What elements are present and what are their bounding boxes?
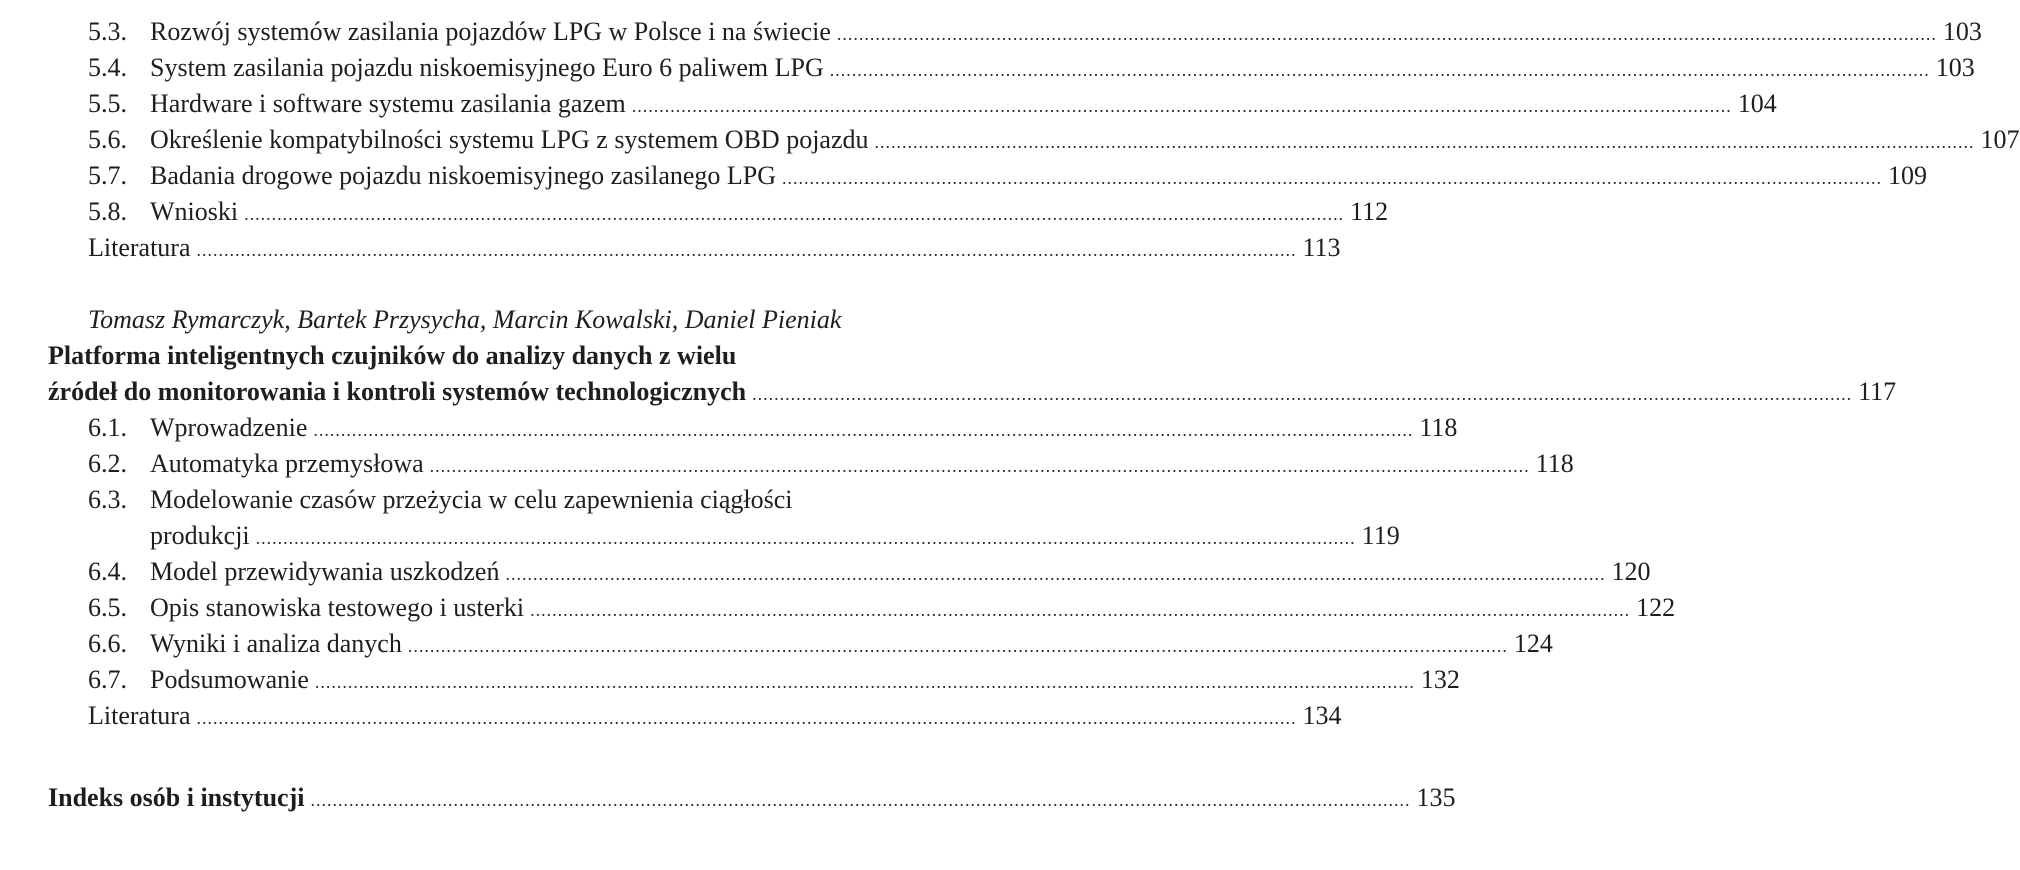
toc-leader-dots: ........................................................................................................................................................................................................ (255, 528, 1356, 548)
toc-entry-title: Wprowadzenie (150, 413, 308, 442)
toc-entry-5-8[interactable] (88, 194, 1389, 230)
toc-entry-title: Indeks osób i instytucji (48, 783, 305, 812)
toc-entry-6-7[interactable] (88, 662, 1460, 698)
toc-entry-page: 113 (1302, 233, 1341, 262)
toc-entry-page: 120 (1611, 557, 1651, 586)
toc-leader-dots: ........................................................................................................................................................................................................ (836, 24, 1937, 44)
toc-entry-literature-5[interactable] (88, 230, 1341, 266)
chapter-title: Platforma inteligentnych czujników do analizy danych z wielu (48, 341, 737, 370)
toc-entry-page: 107 (1980, 125, 2020, 154)
toc-entry-title: Wyniki i analiza danych (150, 629, 402, 658)
toc-entry-6-3[interactable] (88, 482, 798, 518)
toc-entry-page: 103 (1942, 17, 1982, 46)
toc-leader-dots: ........................................................................................................................................................................................................ (782, 168, 1883, 188)
toc-entry-number: 5.7. (88, 161, 127, 190)
toc-entry-6-6[interactable] (88, 626, 1553, 662)
toc-entry-title: Automatyka przemysłowa (150, 449, 424, 478)
toc-entry-6-4[interactable] (88, 554, 1651, 590)
toc-entry-page: 119 (1361, 521, 1400, 550)
toc-entry-number: 5.4. (88, 53, 127, 82)
toc-entry-page: 118 (1535, 449, 1574, 478)
toc-entry-5-5[interactable] (88, 86, 1777, 122)
toc-entry-title: Modelowanie czasów przeżycia w celu zapewnienia ciągłości (150, 485, 793, 514)
toc-entry-number: 5.8. (88, 197, 127, 226)
toc-entry-6-1[interactable] (88, 410, 1458, 446)
toc-entry-title-continued: produkcji (150, 521, 250, 550)
toc-entry-title: Wnioski (150, 197, 239, 226)
toc-entry-literature-6[interactable] (88, 698, 1342, 734)
toc-entry-title: Model przewidywania uszkodzeń (150, 557, 500, 586)
toc-entry-title: Podsumowanie (150, 665, 309, 694)
toc-leader-dots: ........................................................................................................................................................................................................ (310, 790, 1411, 810)
toc-entry-number: 6.5. (88, 593, 127, 622)
toc-entry-page: 134 (1302, 701, 1342, 730)
toc-leader-dots: ........................................................................................................................................................................................................ (874, 132, 1975, 152)
toc-leader-dots: ........................................................................................................................................................................................................ (313, 420, 1414, 440)
toc-leader-dots: ........................................................................................................................................................................................................ (631, 96, 1732, 116)
toc-leader-dots: ........................................................................................................................................................................................................ (244, 204, 1345, 224)
toc-entry-6-2[interactable] (88, 446, 1574, 482)
toc-entry-index[interactable] (48, 780, 1456, 816)
toc-leader-dots: ........................................................................................................................................................................................................ (196, 708, 1297, 728)
toc-leader-dots: ........................................................................................................................................................................................................ (196, 240, 1297, 260)
toc-entry-number: 6.6. (88, 629, 127, 658)
toc-entry-title: Opis stanowiska testowego i usterki (150, 593, 525, 622)
toc-entry-6-3-continued[interactable] (150, 518, 1400, 554)
toc-entry-page: 104 (1737, 89, 1777, 118)
toc-entry-page: 118 (1419, 413, 1458, 442)
toc-leader-dots: ........................................................................................................................................................................................................ (429, 456, 1530, 476)
toc-entry-title: System zasilania pojazdu niskoemisyjnego Euro 6 paliwem LPG (150, 53, 824, 82)
toc-entry-5-3[interactable] (88, 14, 1982, 50)
toc-entry-number: 6.7. (88, 665, 127, 694)
toc-leader-dots: ........................................................................................................................................................................................................ (752, 384, 1853, 404)
toc-entry-number: 5.3. (88, 17, 127, 46)
toc-entry-number: 5.6. (88, 125, 127, 154)
toc-entry-6-5[interactable] (88, 590, 1676, 626)
toc-leader-dots: ........................................................................................................................................................................................................ (314, 672, 1415, 692)
toc-entry-title: Literatura (88, 701, 191, 730)
toc-entry-number: 6.3. (88, 485, 127, 514)
toc-entry-5-6[interactable] (88, 122, 2020, 158)
toc-entry-chapter-6[interactable] (48, 374, 1897, 410)
toc-entry-title: Hardware i software systemu zasilania gazem (150, 89, 626, 118)
toc-entry-number: 5.5. (88, 89, 127, 118)
toc-entry-page: 122 (1636, 593, 1676, 622)
toc-entry-page: 117 (1858, 377, 1897, 406)
toc-entry-title: Rozwój systemów zasilania pojazdów LPG w Polsce i na świecie (150, 17, 831, 46)
toc-entry-page: 109 (1888, 161, 1928, 190)
chapter-title-continued: źródeł do monitorowania i kontroli systemów technologicznych (48, 377, 747, 406)
toc-entry-title: Literatura (88, 233, 191, 262)
toc-entry-title: Badania drogowe pojazdu niskoemisyjnego zasilanego LPG (150, 161, 777, 190)
toc-entry-page: 124 (1513, 629, 1553, 658)
toc-entry-number: 6.4. (88, 557, 127, 586)
chapter-authors: Tomasz Rymarczyk, Bartek Przysycha, Marcin Kowalski, Daniel Pieniak (88, 305, 842, 334)
toc-leader-dots: ........................................................................................................................................................................................................ (530, 600, 1631, 620)
toc-leader-dots: ........................................................................................................................................................................................................ (407, 636, 1508, 656)
toc-entry-5-7[interactable] (88, 158, 1928, 194)
toc-entry-number: 6.1. (88, 413, 127, 442)
toc-entry-title: Określenie kompatybilności systemu LPG z systemem OBD pojazdu (150, 125, 869, 154)
toc-entry-page: 103 (1935, 53, 1975, 82)
toc-entry-page: 112 (1350, 197, 1389, 226)
toc-entry-5-4[interactable] (88, 50, 1975, 86)
toc-leader-dots: ........................................................................................................................................................................................................ (829, 60, 1930, 80)
toc-entry-page: 135 (1416, 783, 1456, 812)
toc-entry-number: 6.2. (88, 449, 127, 478)
toc-leader-dots: ........................................................................................................................................................................................................ (505, 564, 1606, 584)
toc-entry-page: 132 (1420, 665, 1460, 694)
